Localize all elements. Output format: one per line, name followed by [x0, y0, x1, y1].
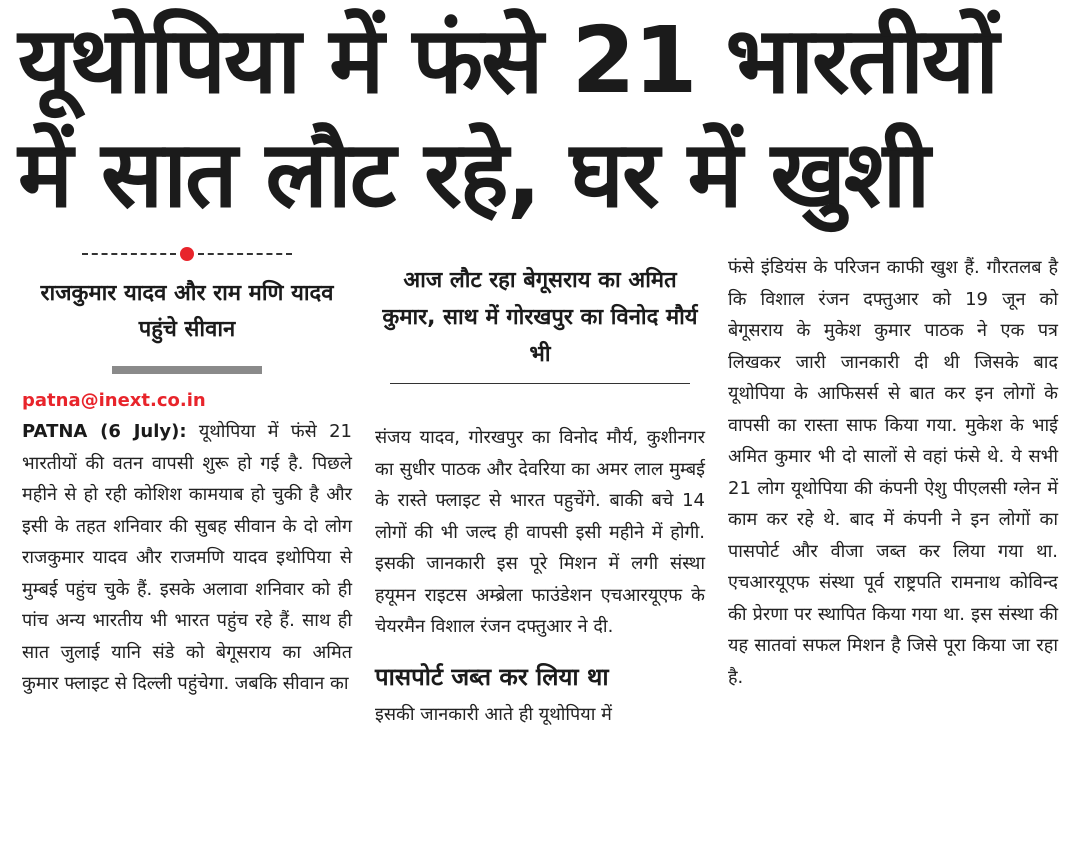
- grey-bar: [112, 366, 262, 374]
- kicker-col2: आज लौट रहा बेगूसराय का अमित कुमार, साथ में गोरखपुर का विनोद मौर्य भी: [382, 268, 698, 367]
- divider-dash-left: [82, 253, 176, 255]
- divider-dash-right: [198, 253, 292, 255]
- headline-line-2: में सात लौट रहे, घर में खुशी: [18, 121, 929, 228]
- kicker-col1: राजकुमार यादव और राम मणि यादव पहुंचे सीवान: [40, 281, 334, 342]
- body-col1: यूथोपिया में फंसे 21 भारतीयों की वतन वापसी शुरू हो गई है. पिछले महीने से हो रही कोशिश कामयाब हो चुकी है और इसी के तहत शनिवार की सुबह सीवान के दो लोग राजकुमार यादव और राजमणि यादव इथोपिया से मुम्बई पहुंच चुके हैं. इसके अलावा शनिवार को ही पांच अन्य भारतीय भी भारत पहुंच रहे हैं. साथ ही सात जुलाई यानि संडे को बेगूसराय का अमित कुमार फ्लाइट से दिल्ली पहुंचेगा. जबकि सीवान का: [22, 421, 352, 694]
- headline: [18, 4, 1068, 232]
- dateline: PATNA (6 July):: [22, 421, 187, 442]
- rule-col2: [390, 383, 690, 384]
- body-col2: संजय यादव, गोरखपुर का विनोद मौर्य, कुशीनगर का सुधीर पाठक और देवरिया का अमर लाल मुम्बई के रास्ते फ्लाइट से भारत पहुचेंगे. बाकी बचे 14 लोगों की भी जल्द ही वापसी इसी महीने में होगी. इसकी जानकारी इस पूरे मिशन में लगी संस्था हयूमन राइटस अम्ब्रेला फाउंडेशन एचआरयूएफ के चेयरमैन विशाल रंजन दफ्तुआर ने दी.: [375, 427, 705, 637]
- email-link[interactable]: patna@inext.co.in: [22, 390, 206, 411]
- column-3: [728, 244, 1058, 693]
- column-1: [22, 244, 352, 700]
- body-col2-tail: इसकी जानकारी आते ही यूथोपिया में: [375, 703, 612, 725]
- body-text-col1: [22, 416, 352, 700]
- crosshead: पासपोर्ट जब्त कर लिया था: [375, 662, 609, 691]
- red-dot-icon: [180, 247, 194, 261]
- column-2: [375, 244, 705, 730]
- body-col3: फंसे इंडियंस के परिजन काफी खुश हैं. गौरतलब है कि विशाल रंजन दफ्तुआर को 19 जून को बेगूसराय के मुकेश कुमार पाठक ने एक पत्र लिखकर जारी जानकारी दी थी जिसके बाद यूथोपिया के आफिसर्स से बात कर इन लोगों के वापसी का रास्ता साफ किया गया. मुकेश के भाई अमित कुमार भी दो सालों से वहां फंसे थे. ये सभी 21 लोग यूथोपिया की कंपनी ऐशु पीएलसी ग्लेन में काम कर रहे थे. बाद में कंपनी ने इन लोगों का पासपोर्ट और वीजा जब्त कर लिया गया था. एचआरयूएफ संस्था पूर्व राष्ट्रपति रामनाथ कोविन्द की प्रेरणा पर स्थापित किया गया था. इस संस्था की यह सातवां सफल मिशन है जिसे पूरा किया जा रहा है.: [728, 257, 1058, 688]
- headline-line-1: यूथोपिया में फंसे 21 भारतीयों: [18, 7, 998, 114]
- decorative-divider: [82, 244, 292, 264]
